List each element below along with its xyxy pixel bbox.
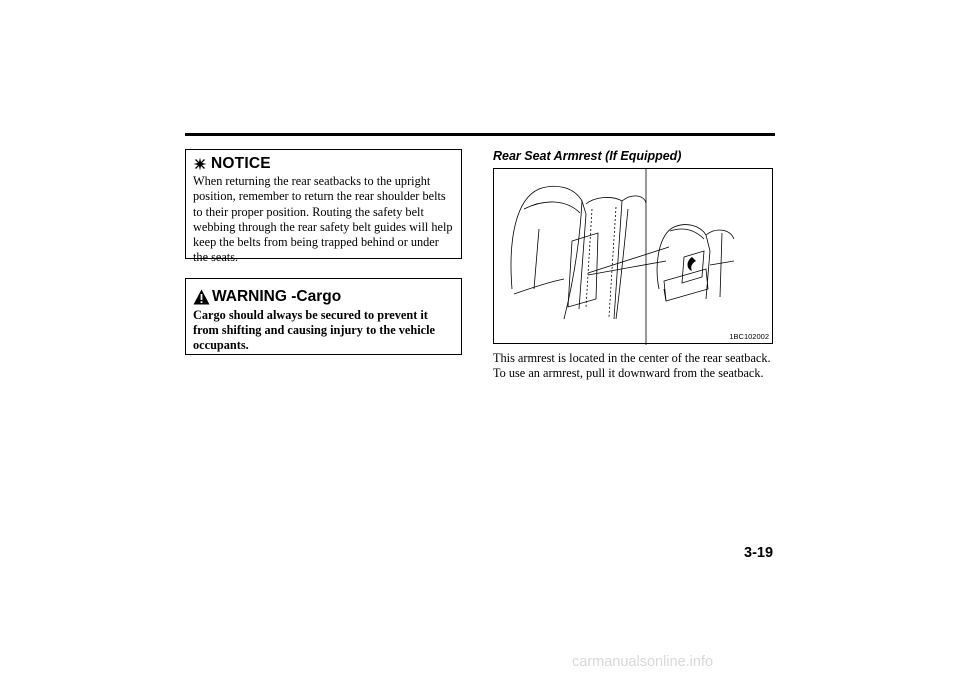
warning-text: Cargo should always be secured to prevent it from shifting and causing injury to the vehicle occupants. — [193, 308, 435, 353]
warning-box — [185, 278, 462, 355]
armrest-illustration — [493, 168, 773, 344]
notice-text: When returning the rear seatbacks to the upright position, remember to return the rear shoulder belts to their proper position. Routing the safety belt webbing through the rear safety belt guides will help keep the belts from being trapped behind or under the seats. — [193, 174, 453, 265]
warning-triangle-icon — [193, 289, 210, 305]
section-title: Rear Seat Armrest (If Equipped) — [493, 149, 682, 163]
figure-code: 1BC102002 — [729, 332, 769, 341]
page-number: 3-19 — [744, 545, 774, 561]
warning-title: WARNING -Cargo — [212, 288, 342, 305]
notice-box — [185, 149, 462, 265]
notice-title: NOTICE — [211, 155, 271, 172]
notice-icon — [193, 157, 207, 171]
section-body: This armrest is located in the center of the rear seatback. To use an armrest, pull it downward from the seatback. — [493, 351, 771, 380]
warning-header — [193, 286, 454, 305]
top-rule — [185, 133, 775, 136]
rear-seat-drawing — [494, 169, 774, 345]
notice-header — [193, 156, 454, 172]
footer-watermark[interactable]: carmanualsonline.info — [572, 654, 714, 670]
